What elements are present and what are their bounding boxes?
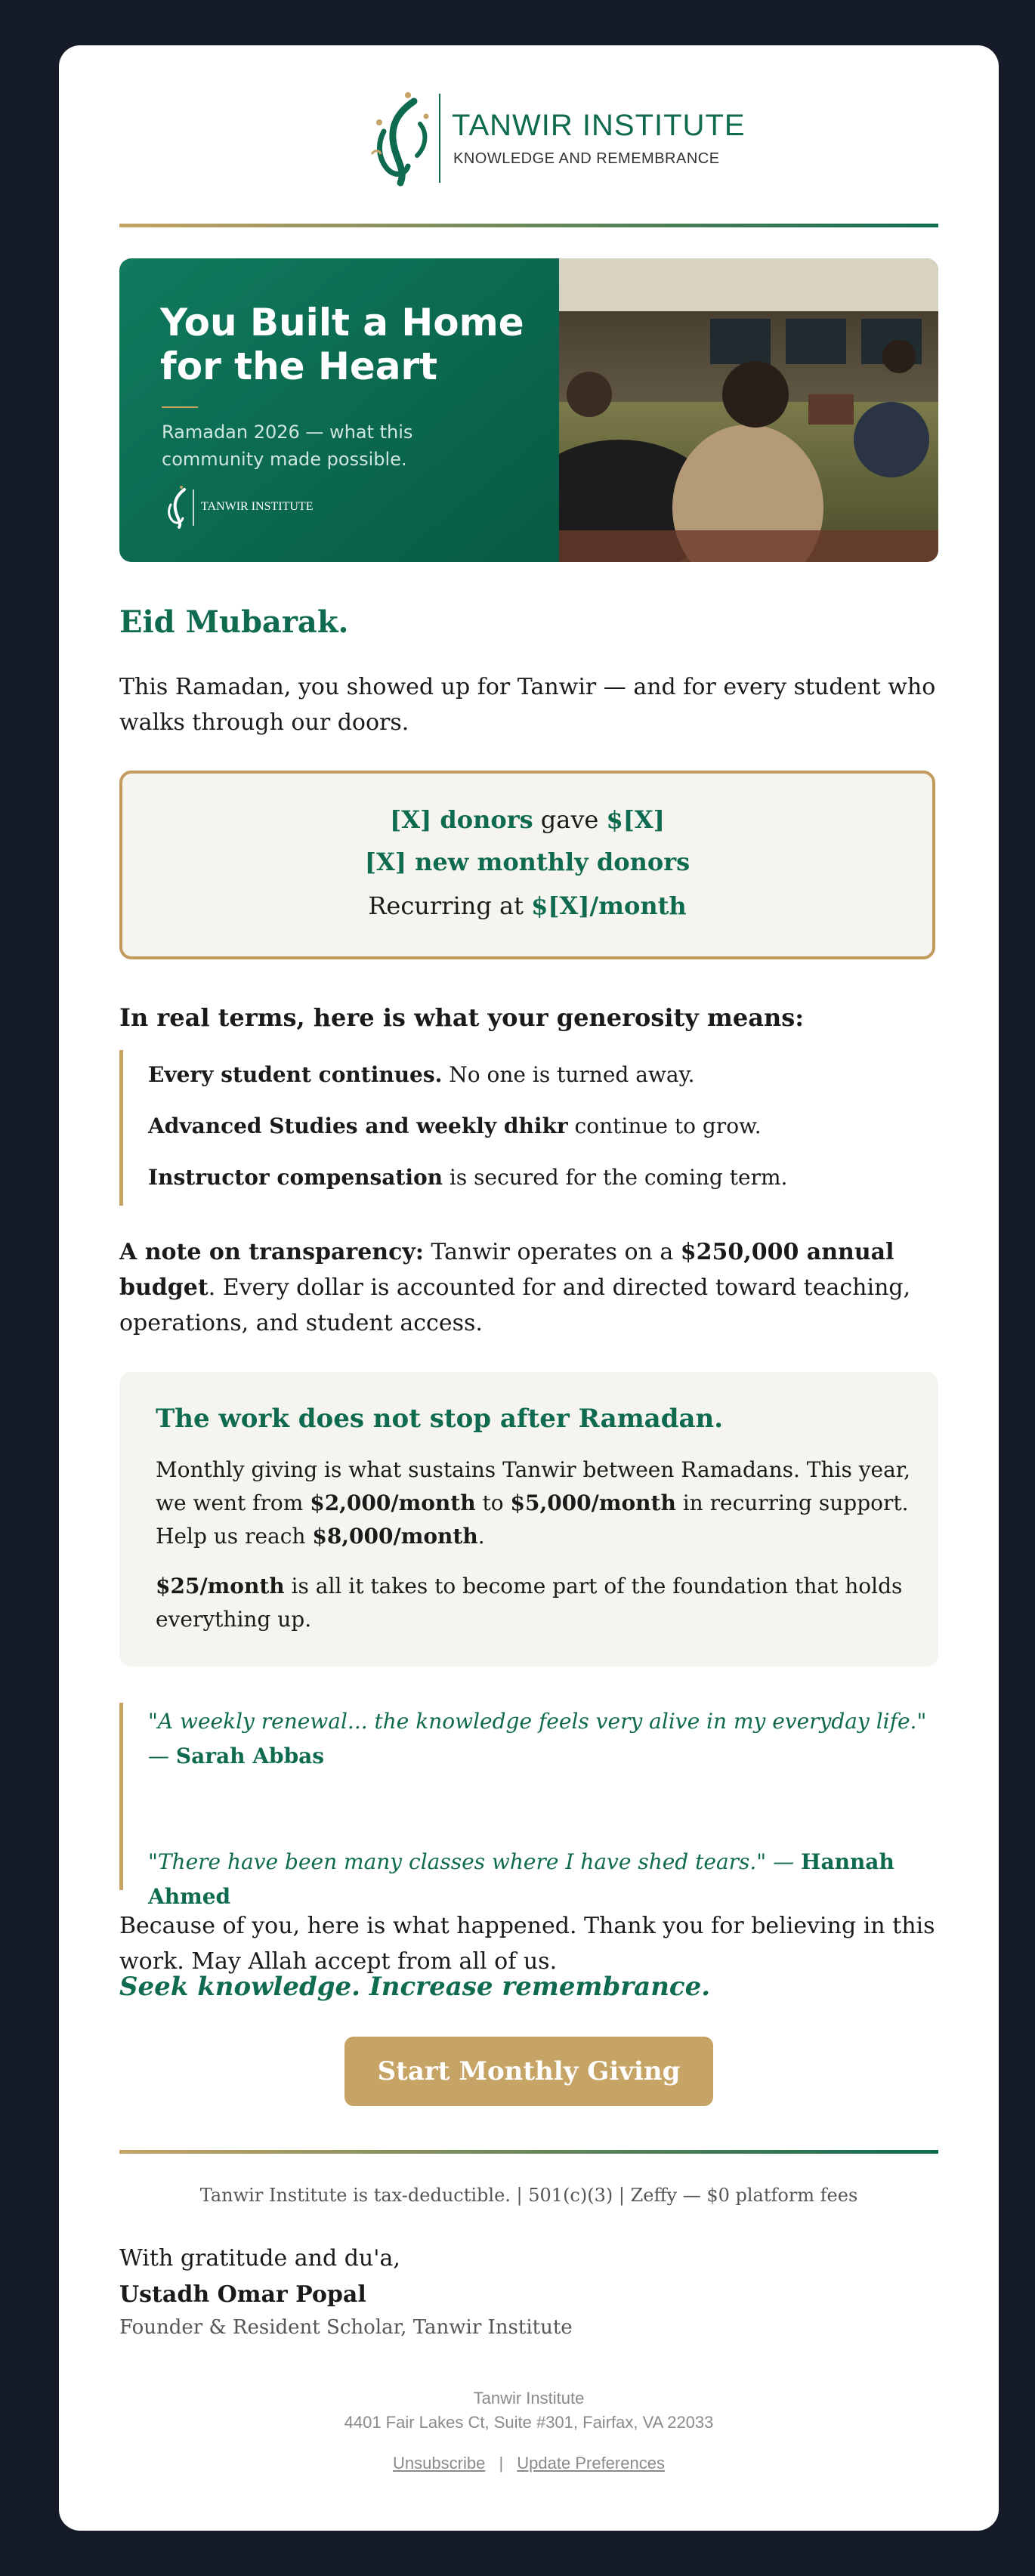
banner-subtitle: Ramadan 2026 — what this community made possible. [162,422,413,470]
signature-title: Founder & Resident Scholar, Tanwir Institute [119,2316,573,2339]
footer-org-name: Tanwir Institute [473,2389,585,2408]
testimonial-quote: "There have been many classes where I have shed tears." — Hannah Ahmed [148,1849,894,1909]
closing-tagline: Seek knowledge. Increase remembrance. [119,1972,711,2002]
banner-logo [162,485,358,529]
impact-accent-bar [119,1050,123,1206]
update-preferences-link[interactable]: Update Preferences [517,2454,665,2473]
unsubscribe-link[interactable]: Unsubscribe [393,2454,486,2473]
impact-item: Advanced Studies and weekly dhikr continue to grow. [148,1113,762,1138]
header-divider [119,224,938,227]
donation-amount: $[X] [606,805,665,834]
tax-note: Tanwir Institute is tax-deductible. | 501(c)(3) | Zeffy — $0 platform fees [199,2185,858,2206]
monthly-cta-paragraph: $25/month is all it takes to become part of the foundation that holds everything up. [156,1574,903,1632]
new-monthly-donors: [X] new monthly donors [364,848,691,876]
stats-row-recurring [122,891,932,920]
quotes-accent-bar [119,1703,123,1890]
footer-links [59,2454,999,2473]
impact-item: Instructor compensation is secured for the coming term. [148,1165,788,1190]
link-separator: | [499,2454,504,2473]
impact-heading: In real terms, here is what your generosity means: [119,1003,805,1032]
monthly-heading: The work does not stop after Ramadan. [156,1404,724,1434]
monthly-paragraph: Monthly giving is what sustains Tanwir between Ramadans. This year, we went from $2,000/month to $5,000/month in recurring support. Help us reach $8,000/month. [156,1457,911,1549]
greeting-heading: Eid Mubarak. [119,604,349,640]
recurring-label: Recurring at [368,891,524,920]
banner-green-panel [119,258,559,562]
donation-stats-box [119,771,935,959]
email-card [59,45,999,2531]
monthly-giving-box [119,1372,938,1666]
impact-item: Every student continues. No one is turned away. [148,1062,695,1087]
banner-logo-text: TANWIR INSTITUTE [201,500,314,513]
brand-name: TANWIR INSTITUTE [452,109,746,142]
footer-divider [119,2150,938,2154]
signature-closing: With gratitude and du'a, [119,2245,400,2272]
testimonial-quote: "A weekly renewal... the knowledge feels very alive in my everyday life." — Sarah Abbas [148,1709,927,1768]
signature-name: Ustadh Omar Popal [119,2281,366,2308]
banner-title: You Built a Home for the Heart [160,301,524,388]
recurring-amount: $[X]/month [531,891,687,920]
brand-tagline: KNOWLEDGE AND REMEMBRANCE [453,150,720,167]
intro-paragraph: This Ramadan, you showed up for Tanwir — and for every student who walks through our doors. [119,674,936,736]
logo-divider [439,94,440,183]
banner-logo-icon [162,485,196,529]
gave-text: gave [540,805,599,834]
start-monthly-giving-button[interactable]: Start Monthly Giving [344,2037,713,2106]
closing-paragraph: Because of you, here is what happened. Thank you for believing in this work. May Allah accept from all of us. [119,1913,935,1975]
banner-accent-line [162,406,198,408]
tanwir-calligraphy-logo-icon [361,86,437,192]
stats-row-donors [122,805,932,834]
donor-count: [X] donors [390,805,533,834]
footer-address: 4401 Fair Lakes Ct, Suite #301, Fairfax, VA 22033 [344,2413,714,2432]
transparency-paragraph: A note on transparency: Tanwir operates on a $250,000 annual budget. Every dollar is accounted for and directed toward teaching, operations, and student access. [119,1239,911,1336]
hero-banner [119,258,938,562]
mosque-class-photo [559,258,938,562]
